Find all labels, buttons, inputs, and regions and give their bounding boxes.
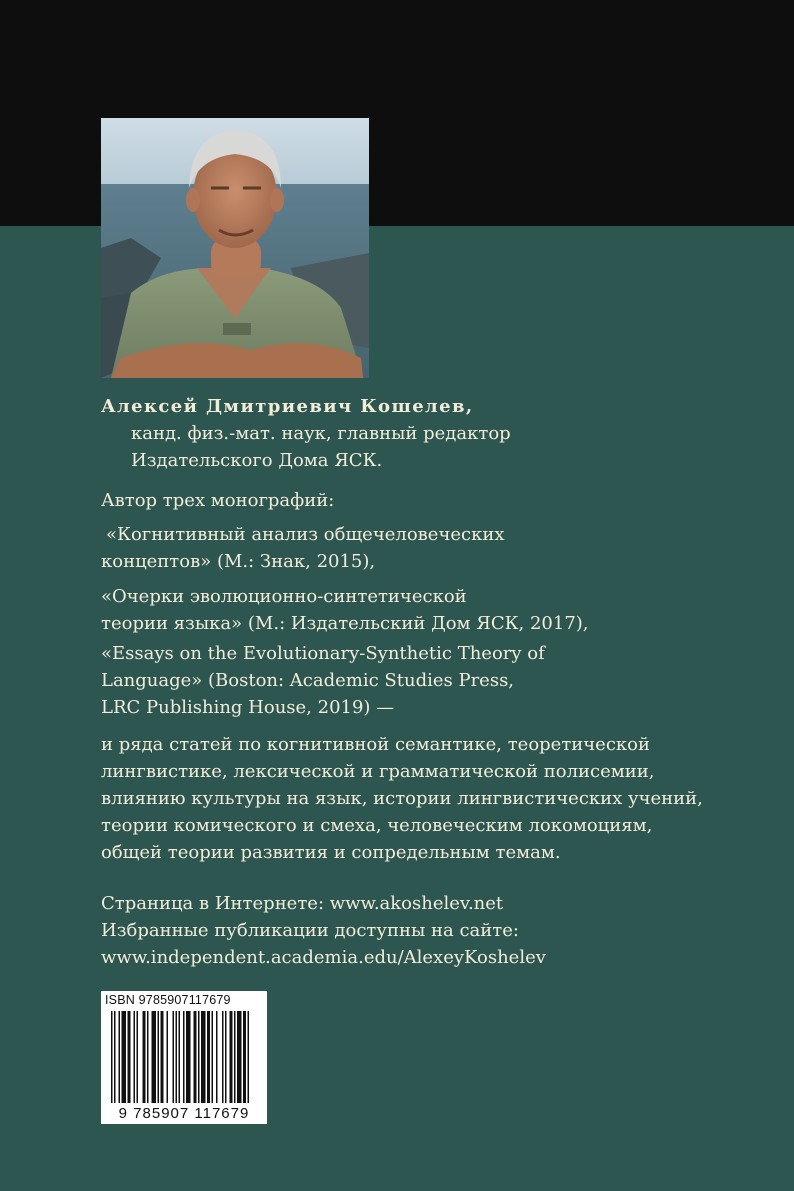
barcode-bar: [128, 1011, 131, 1103]
articles-line: влиянию культуры на язык, истории лингвистических учений,: [101, 788, 703, 809]
barcode-bar: [248, 1011, 250, 1103]
publications-label: Избранные публикации доступны на сайте:: [101, 920, 519, 941]
barcode-bar: [134, 1011, 136, 1103]
author-name-text: Алексей Дмитриевич Кошелев: [101, 396, 466, 417]
monograph-line: «Очерки эволюционно-синтетической: [101, 586, 467, 607]
credentials-line: канд. физ.-мат. наук, главный редактор: [131, 423, 511, 444]
credentials-line: Издательского Дома ЯСК.: [131, 450, 383, 471]
barcode-bar: [111, 1011, 113, 1103]
barcode-bar: [114, 1011, 116, 1103]
monograph-item: [101, 521, 504, 575]
barcode-bar: [152, 1011, 157, 1103]
barcode-bar: [161, 1011, 164, 1103]
barcode-bar: [119, 1011, 121, 1103]
barcode-bar: [237, 1011, 242, 1103]
barcode-bar: [222, 1011, 224, 1103]
isbn-barcode: [101, 991, 267, 1124]
barcode-bar: [225, 1011, 227, 1103]
barcode-bar: [216, 1011, 218, 1103]
web-links: [101, 890, 546, 971]
articles-line: лингвистике, лексической и грамматической полисемии,: [101, 761, 655, 782]
barcode-bar: [243, 1011, 246, 1103]
monograph-line: LRC Publishing House, 2019) —: [101, 697, 395, 718]
isbn-digits: 9 785907 117679: [118, 1105, 250, 1122]
barcode-bar: [143, 1011, 146, 1103]
barcode-bar: [176, 1011, 178, 1103]
articles-line: теории комического и смеха, человеческим локомоциям,: [101, 815, 653, 836]
barcode-bar: [137, 1011, 139, 1103]
monograph-line: «Essays on the Evolutionary-Synthetic Theory of: [101, 643, 545, 664]
monograph-line: «Когнитивный анализ общечеловеческих: [106, 524, 505, 545]
barcode-bar: [173, 1011, 175, 1103]
monograph-line: Language» (Boston: Academic Studies Press,: [101, 670, 515, 691]
barcode-bar: [207, 1011, 210, 1103]
isbn-label: ISBN 9785907117679: [105, 993, 231, 1007]
barcode-bar: [212, 1011, 214, 1103]
publications-url: www.independent.academia.edu/AlexeyKoshelev: [101, 947, 546, 968]
barcode-bar: [183, 1011, 185, 1103]
barcode-bar: [201, 1011, 206, 1103]
monograph-item: [101, 640, 545, 721]
barcode-bar: [230, 1011, 233, 1103]
barcode-bar: [194, 1011, 197, 1103]
barcode-bar: [179, 1011, 181, 1103]
barcode-bar: [122, 1011, 127, 1103]
monograph-line: теории языка» (М.: Издательский Дом ЯСК, 2017),: [101, 613, 589, 634]
barcode-bar: [198, 1011, 200, 1103]
author-name-comma: ,: [465, 396, 473, 417]
author-credentials: [131, 420, 511, 474]
barcode-bar: [147, 1011, 149, 1103]
author-name: [101, 393, 472, 420]
author-portrait: [101, 118, 369, 378]
homepage-line: Страница в Интернете: www.akoshelev.net: [101, 893, 504, 914]
monograph-item: [101, 583, 589, 637]
monograph-line: концептов» (М.: Знак, 2015),: [101, 551, 376, 572]
barcode-bar: [167, 1011, 169, 1103]
monographs-intro: Автор трех монографий:: [101, 490, 335, 511]
barcode-bar: [234, 1011, 236, 1103]
articles-paragraph: [101, 731, 703, 866]
barcode-bar: [158, 1011, 160, 1103]
articles-line: и ряда статей по когнитивной семантике, теоретической: [101, 734, 650, 755]
barcode-bar: [186, 1011, 191, 1103]
articles-line: общей теории развития и сопредельным темам.: [101, 842, 561, 863]
